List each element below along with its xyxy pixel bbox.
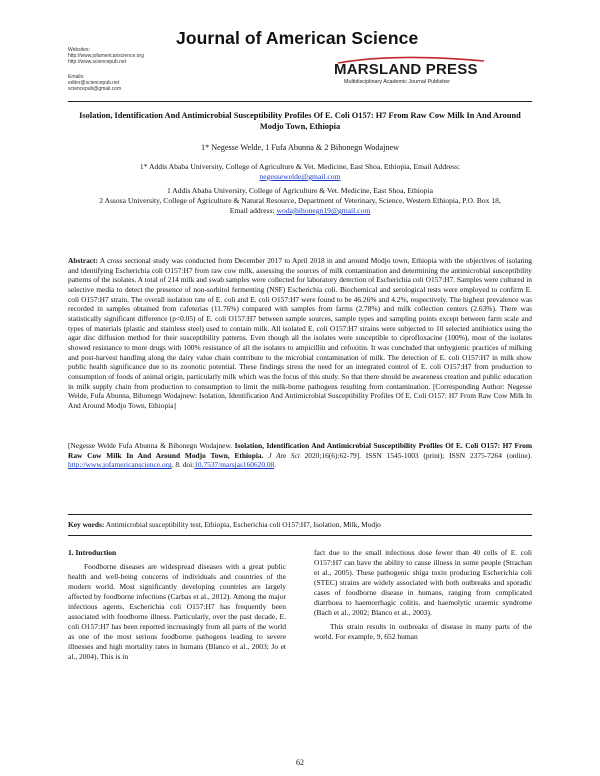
- intro-paragraph-1-cont: fact due to the small infectious dose fewer than 40 cells of E. coli O157:H7 can have the ability to cause illness in some people (Strachan et al., 2005). These pathogenic shiga toxin producing Escherichia coli (STEC) strains are widely associated with both outbreaks and sporadic cases of foodborne disease in humans, ranging from complicated diarrhoea to haemorrhagic colitis, and haemolytic uraemic syndrome (Bach et al., 2002; Blanco et al., 2003).: [314, 548, 532, 618]
- abstract-label: Abstract:: [68, 256, 98, 265]
- website-link-1[interactable]: http://www.jofamericanscience.org: [68, 53, 144, 60]
- publisher-subtitle: Multidisciplinary Academic Journal Publisher: [344, 79, 451, 85]
- intro-paragraph-2: This strain results in outbreaks of disease in many parts of the world. For example, 9, 652 human: [314, 622, 532, 642]
- affiliation-2: 1 Addis Ababa University, College of Agriculture & Vet. Medicine, East Shoa, Ethiopia: [167, 186, 433, 195]
- citation-url[interactable]: http://www.jofamericanscience.org: [68, 460, 172, 470]
- citation-title: Isolation, Identification And Antimicrobial Susceptibility Profiles Of E. Coli O157: H7 From Raw Cow Milk In And Around Modjo Town, Ethiopia.: [68, 441, 532, 460]
- journal-title: Journal of American Science: [176, 28, 419, 48]
- keywords: [68, 520, 532, 529]
- keywords-label: Key words:: [68, 520, 105, 529]
- publisher-logo: [334, 61, 504, 91]
- emails-label: Emails:: [68, 73, 85, 80]
- affiliation-3-email[interactable]: wodajbihonegn19@gmail.com: [276, 206, 371, 215]
- citation-doi-prefix: . 8. doi:: [171, 460, 195, 470]
- page-number: 62: [296, 758, 304, 767]
- affiliation-1-text: 1* Addis Ababa University, College of Agriculture & Vet. Medicine, East Shoa, Ethiopia, Email Address:: [139, 162, 461, 171]
- keywords-divider-bottom: [68, 535, 532, 536]
- citation-details: 2020;16(6):62-79]. ISSN 1545-1003 (print); ISSN 2375-7264 (online).: [304, 450, 532, 460]
- publisher-name: MARSLAND PRESS: [334, 61, 478, 78]
- intro-paragraph-1: Foodborne diseases are widespread diseases with a great public health and well-being concerns of individuals and countries of the modern world. Most significantly developing countries are largely affected by foodborne infections (Carbas et al., 2012). Among the major infectious agents, Escherichia coli O157:H7 has frequently been associated with foodborne illness. Particularly, over the past decade, E. coli O157:H7 has been reported increasingly from all parts of the world as one of the most serious foodborne pathogens leading to severe illnesses and high mortality rates in humans (Blanco et al., 2003; Jo et al., 2004). This is in: [68, 562, 286, 662]
- affiliation-3-text: 2 Assosa University, College of Agriculture & Natural Resource, Department of Veterinary, Science, Western Ethiopia, P.O. Box 18, Email address:: [99, 196, 501, 215]
- spacer: [68, 66, 188, 74]
- abstract-text: A cross sectional study was conducted from December 2017 to April 2018 in and around Modjo town, Ethiopia with the objectives of isolating and identifying Escherichia coli O157:H7 from raw cow milk, assessing the sources of milk contamination and determining the antimicrobial susceptibility patterns of the isolates. A total of 214 milk and swab samples were collected for laboratory detection of Escherichia coli O157:H7. Samples were cultured in selective media to detect the presence of non-sorbitol fermenting (NSF) Escherichia coli. Biochemical and serological tests were employed to confirm E. coli O157:H7 strain. The overall isolation rate of E. coli and E. coli O157:H7 were found to be 46.26% and 4.2%, respectively. The highest prevalence was recorded in samples obtained from cafeterias (11.76%) compared with samples from farms (2.78%) and milk collection centers (2.63%). There was statistically significant difference (p<0.05) of E. coli O157:H7 between sample sources, sample types and sampling points except between farm scale and types of materials (plastic and stainless steel) used to contain milk. All isolated E. coli O157:H7 strains were subjected to 10 selected antibiotics using the agar disc diffusion method for their susceptibility patterns. Even though all the isolates were susceptible to ciprofloxacine (100%), most of the isolates showed resistance to more drugs with 100% resistance of all the isolates to ampicillin and cefoxitin. It was concluded that unhygienic practices of milking and post-harvest handling along the dairy value chain contribute to the microbial contamination of milk. The detection of E. coli O157:H7 in milk show public health significance due to its zoonotic potential. These findings stress the need for an integrated control of E. coli O157:H7 from production to consumption of foods of animal origin, particularly milk which was the focus of this study. So that there should be awareness creation and public education in milk supply chain from production to consumption to limit the milk-borne pathogens resulting from contamination. [Corresponding Author: Negesse Welde, Fufa Abunna, Bihonegn Wodajnew: Isolation, Identification And Antimicrobial Susceptibility Profiles Of E. Coli O157: H7 From Raw Cow Milk In And Around Modjo Town, Ethiopia]: [68, 256, 532, 410]
- article-title: Isolation, Identification And Antimicrobial Susceptibility Profiles Of E. Coli O157: H7 From Raw Cow Milk In And Around Modjo Town, Ethiopia: [79, 111, 521, 131]
- abstract: [68, 256, 532, 411]
- keywords-text: Antimicrobial susceptibility test, Ethiopia, Escherichia coli O157:H7, Isolation, Milk, Modjo: [105, 520, 381, 529]
- intro-right-column: [314, 548, 532, 642]
- email-link-2[interactable]: sciencepub@gmail.com: [68, 86, 122, 93]
- header-divider: [68, 101, 532, 102]
- citation-authors: [Negesse Welde Fufa Abunna & Bihonegn Wodajnew.: [68, 441, 233, 450]
- section-heading: 1. Introduction: [68, 548, 117, 557]
- email-link-1[interactable]: editor@sciencepub.net: [68, 79, 120, 86]
- citation-doi[interactable]: 10.7537/marsjas160620.08: [194, 460, 275, 470]
- website-link-2[interactable]: http://www.sciencepub.net: [68, 59, 127, 66]
- citation-end: .: [274, 460, 277, 470]
- affiliation-1-email[interactable]: negessewelde@gmail.com: [259, 172, 341, 181]
- websites-label: Websites:: [68, 47, 90, 53]
- affiliation-3: [90, 196, 510, 216]
- keywords-divider-top: [68, 514, 532, 515]
- publisher-contact-block: [68, 47, 188, 92]
- intro-left-column: [68, 548, 286, 663]
- affiliation-1: [90, 162, 510, 182]
- author-list: 1* Negesse Welde, 1 Fufa Abunna & 2 Bihonegn Wodajnew: [200, 143, 400, 152]
- citation: [68, 441, 532, 470]
- citation-journal: J Am Sci: [268, 450, 300, 460]
